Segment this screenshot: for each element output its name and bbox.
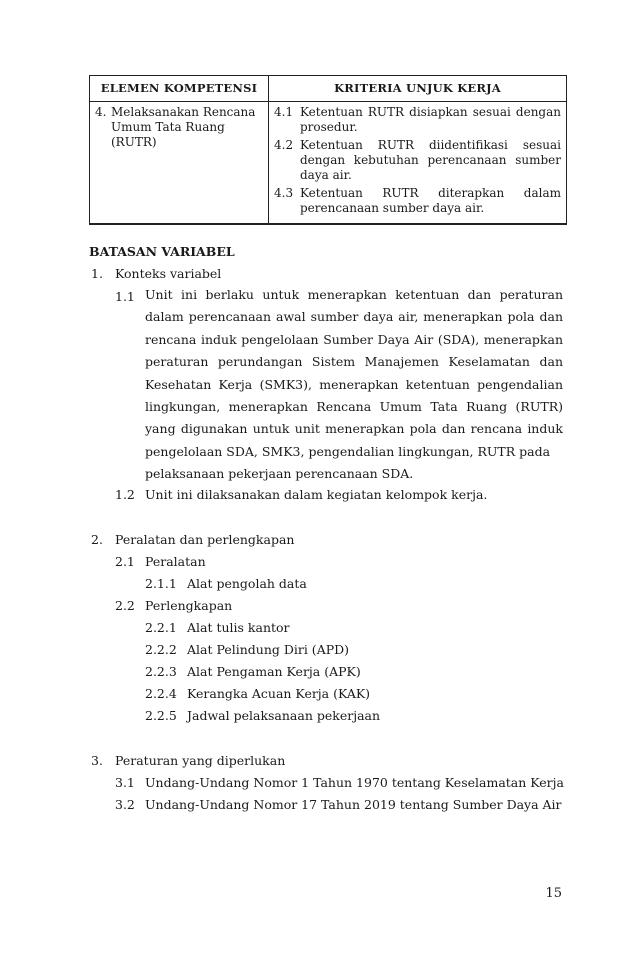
table-header-row <box>90 76 567 102</box>
list-item-text: Alat pengolah data <box>187 576 307 591</box>
page-number: 15 <box>545 886 562 901</box>
criteria-number: 4.1 <box>274 105 294 119</box>
element-cell <box>90 102 269 225</box>
list-number: 3.2 <box>115 797 135 812</box>
list-number: 2. <box>91 532 103 547</box>
criteria-text: Ketentuan RUTR disiapkan sesuai dengan prosedur. <box>300 105 561 134</box>
list-number: 3. <box>91 753 103 768</box>
list-number: 2.1.1 <box>145 576 177 591</box>
criteria-text: Ketentuan RUTR diidentifikasi sesuai dengan kebutuhan perencanaan sumber daya air. <box>300 138 561 182</box>
list-item-text: Jadwal pelaksanaan pekerjaan <box>187 708 381 723</box>
paragraph-text: Unit ini berlaku untuk menerapkan ketentuan dan peraturan dalam perencanaan awal sumber daya air, menerapkan pola dan rencana induk pengelolaan Sumber Daya Air (SDA), menerapkan peraturan perundangan Sistem Manajemen Keselamatan dan Kesehatan Kerja (SMK3), menerapkan ketentuan pengendalian lingkungan, menerapkan Rencana Umum Tata Ruang (RUTR) yang digunakan untuk unit menerapkan pola dan rencana induk pengelolaan SDA, SMK3, pengendalian lingkungan, RUTR pada <box>145 287 563 459</box>
list-item-text: Alat tulis kantor <box>187 620 290 635</box>
criteria-number: 4.3 <box>274 186 294 200</box>
criteria-number: 4.2 <box>274 138 294 152</box>
list-number: 1.2 <box>115 487 135 502</box>
paragraph-text-last-line: pelaksanaan pekerjaan perencanaan SDA. <box>145 466 414 482</box>
table-row <box>90 102 567 225</box>
list-item-text: Alat Pelindung Diri (APD) <box>187 642 350 657</box>
header-kriteria-unjuk-kerja: KRITERIA UNJUK KERJA <box>269 76 567 102</box>
subsection-title: Peralatan dan perlengkapan <box>115 532 295 547</box>
criteria-text: Ketentuan RUTR diterapkan dalam perencanaan sumber daya air. <box>300 186 561 215</box>
list-number: 2.2.2 <box>145 642 177 657</box>
paragraph-1-1 <box>145 284 563 486</box>
list-number: 2.1 <box>115 554 135 569</box>
list-number: 3.1 <box>115 775 135 790</box>
criteria-cell <box>269 102 567 225</box>
list-item-text: Perlengkapan <box>145 598 233 613</box>
list-number: 1.1 <box>115 289 135 304</box>
list-number: 2.2.5 <box>145 708 177 723</box>
list-number: 1. <box>91 266 103 281</box>
criteria-item <box>274 105 561 135</box>
list-item-text: Undang-Undang Nomor 1 Tahun 1970 tentang Keselamatan Kerja <box>145 775 564 790</box>
criteria-item <box>274 186 561 216</box>
list-number: 2.2.1 <box>145 620 177 635</box>
list-number: 2.2.4 <box>145 686 177 701</box>
list-item-text: Alat Pengaman Kerja (APK) <box>187 664 361 679</box>
header-elemen-kompetensi: ELEMEN KOMPETENSI <box>90 76 269 102</box>
element-text: Melaksanakan Rencana Umum Tata Ruang (RUTR) <box>111 105 256 149</box>
element-number: 4. <box>95 105 107 119</box>
list-item-text: Kerangka Acuan Kerja (KAK) <box>187 686 371 701</box>
list-number: 2.2 <box>115 598 135 613</box>
list-item-text: Undang-Undang Nomor 17 Tahun 2019 tentang Sumber Daya Air <box>145 797 562 812</box>
list-item-text: Peralatan <box>145 554 206 569</box>
criteria-item <box>274 138 561 183</box>
list-number: 2.2.3 <box>145 664 177 679</box>
competency-table <box>89 75 567 225</box>
subsection-title: Peraturan yang diperlukan <box>115 753 286 768</box>
subsection-title: Konteks variabel <box>115 266 222 281</box>
section-title: BATASAN VARIABEL <box>89 244 235 259</box>
list-item-text: Unit ini dilaksanakan dalam kegiatan kelompok kerja. <box>145 487 488 502</box>
